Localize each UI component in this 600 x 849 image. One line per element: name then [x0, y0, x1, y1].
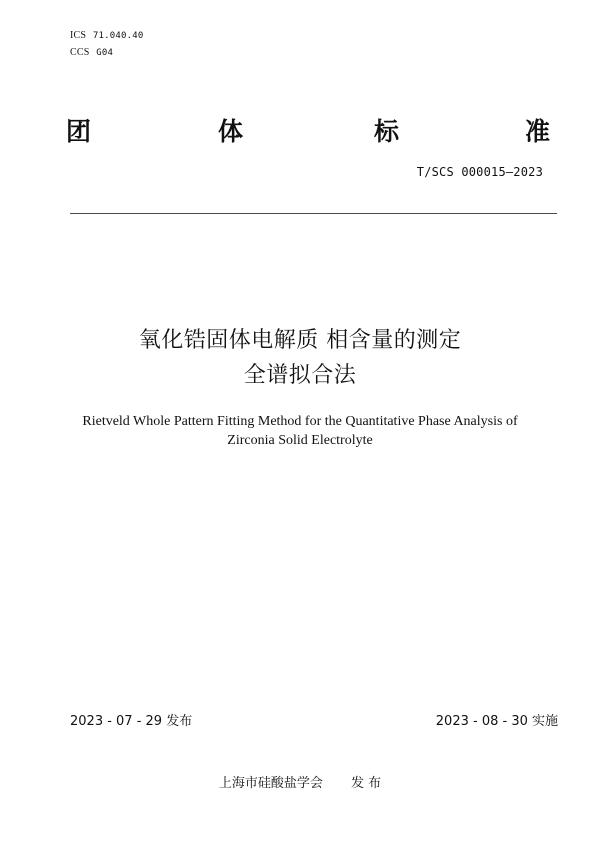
standard-type-char: 团: [66, 117, 92, 146]
implementation-date: 2023 - 08 - 30 实施: [435, 714, 558, 729]
ccs-code: G04: [96, 48, 114, 58]
ics-code: 71.040.40: [92, 31, 144, 41]
publisher-action: 发 布: [350, 776, 382, 791]
ics-label: ICS: [70, 30, 87, 41]
publisher-name: 上海市硅酸盐学会: [218, 776, 323, 791]
title-cn-line-1: 氧化锆固体电解质 相含量的测定: [138, 328, 462, 353]
publisher-line: [0, 775, 600, 793]
standard-type-char: 体: [218, 117, 244, 146]
title-en-line-2: Zirconia Solid Electrolyte: [227, 433, 373, 448]
ccs-line: [70, 47, 113, 59]
issue-date: 2023 - 07 - 29 发布: [70, 714, 193, 729]
title-en-line-1: Rietveld Whole Pattern Fitting Method for the Quantitative Phase Analysis of: [82, 414, 518, 429]
ccs-label: CCS: [70, 47, 90, 58]
header-divider: [70, 213, 557, 214]
title-cn-line-2: 全谱拟合法: [243, 363, 357, 388]
standard-number: T/SCS 000015—2023: [416, 165, 543, 179]
standard-type-char: 标: [374, 117, 400, 146]
ics-line: [70, 30, 143, 42]
standard-type-heading: [66, 115, 552, 149]
standard-type-char: 准: [525, 117, 551, 146]
